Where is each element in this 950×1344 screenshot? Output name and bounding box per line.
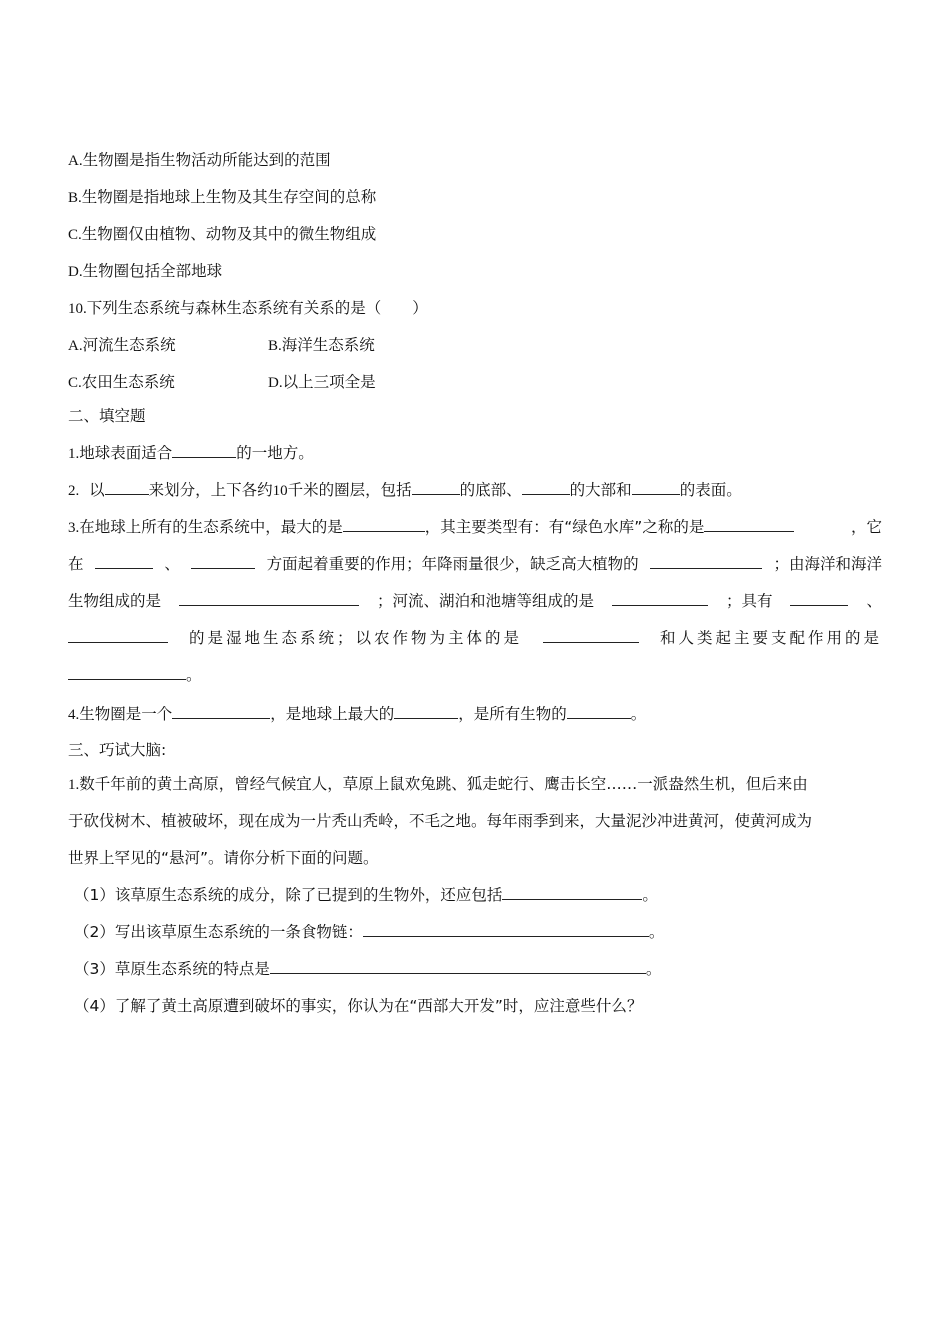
- answer-blank[interactable]: [567, 703, 631, 719]
- option-text: 农田生态系统: [81, 373, 175, 391]
- q10-option-c: [68, 373, 175, 391]
- s3-q1-sub3: [74, 958, 661, 980]
- text: ；河流、湖泊和池塘等组成的是: [376, 592, 594, 610]
- option-text: 生物圈包括全部地球: [82, 262, 223, 280]
- text: ，它: [850, 518, 882, 536]
- option-text: 生物圈仅由植物、动物及其中的微生物组成: [81, 225, 377, 243]
- section3-heading: 三、巧试大脑:: [68, 741, 167, 759]
- text: 以: [89, 481, 105, 499]
- s2-q1: [68, 442, 314, 465]
- option-label: C.: [68, 227, 82, 243]
- answer-blank[interactable]: [68, 627, 168, 643]
- text: 了解了黄土高原遭到破坏的事实，你认为在“西部大开发”时，应注意些什么？: [114, 997, 643, 1015]
- option-label: B.: [68, 190, 82, 206]
- text: ，其主要类型有：有“绿色水库”之称的是: [424, 518, 705, 536]
- option-label: A.: [68, 153, 83, 169]
- q10-options-row1: [68, 334, 468, 357]
- option-label: C.: [68, 375, 82, 391]
- answer-blank[interactable]: [191, 553, 255, 569]
- question-text: 下列生态系统与森林生态系统有关系的是（ ）: [86, 299, 428, 317]
- s2-q3-line4: [68, 627, 882, 649]
- s2-q3-line2: [68, 553, 882, 575]
- text: 。: [645, 960, 662, 978]
- text: 的大部和: [569, 481, 632, 499]
- s2-q2: [68, 479, 742, 502]
- option-text: 河流生态系统: [82, 336, 176, 354]
- text: 世界上罕见的“悬河”。请你分析下面的问题。: [68, 849, 379, 867]
- s3-q1-sub4: [74, 995, 642, 1017]
- option-text: 生物圈是指生物活动所能达到的范围: [82, 151, 331, 169]
- answer-blank[interactable]: [363, 921, 649, 937]
- question-number: 1.: [68, 446, 80, 462]
- sub-number: （1）: [74, 886, 115, 904]
- s2-q3-line5: [68, 664, 202, 686]
- text: 该草原生态系统的成分，除了已提到的生物外，还应包括: [114, 886, 503, 904]
- text: 数千年前的黄土高原，曾经气候宜人，草原上鼠欢兔跳、狐走蛇行、鹰击长空……一派盎然生机，但后来由: [79, 775, 808, 793]
- text: ，是所有生物的: [458, 705, 567, 723]
- option-label: D.: [268, 375, 283, 391]
- text: 和人类起主要支配作用的是: [659, 629, 882, 647]
- text: 的是湿地生态系统；以农作物为主体的是: [188, 629, 522, 647]
- s2-q4: [68, 703, 646, 726]
- text: 写出该草原生态系统的一条食物链：: [114, 923, 363, 941]
- sub-number: （4）: [74, 997, 115, 1015]
- q9-option-a: [68, 149, 331, 172]
- text: 。: [186, 666, 202, 684]
- sub-number: （3）: [74, 960, 115, 978]
- text: ；由海洋和海洋: [773, 555, 882, 573]
- answer-blank[interactable]: [343, 516, 425, 532]
- s3-q1-para2: [68, 810, 812, 832]
- q10-option-b: [268, 334, 375, 357]
- question-number: 2.: [68, 483, 80, 499]
- answer-blank[interactable]: [179, 590, 359, 606]
- option-label: B.: [268, 338, 282, 354]
- s3-q1-para1: [68, 773, 808, 796]
- text: 。: [642, 886, 658, 904]
- q10-option-a: [68, 336, 176, 354]
- question-number: 3.: [68, 520, 80, 536]
- q9-option-b: [68, 186, 376, 209]
- text: 。: [630, 705, 647, 723]
- answer-blank[interactable]: [68, 664, 186, 680]
- number: 10: [272, 483, 288, 499]
- section2-heading: 二、填空题: [68, 407, 146, 425]
- answer-blank[interactable]: [95, 553, 153, 569]
- answer-blank[interactable]: [105, 479, 149, 495]
- q9-option-d: [68, 260, 222, 283]
- answer-blank[interactable]: [650, 553, 762, 569]
- text: ，是地球上最大的: [270, 705, 395, 723]
- q9-option-c: [68, 223, 376, 246]
- text: 在地球上所有的生态系统中，最大的是: [79, 518, 343, 536]
- text: 千米的圈层，包括: [287, 481, 412, 499]
- q10-options-row2: [68, 371, 468, 394]
- q10-option-d: [268, 371, 376, 394]
- text: 方面起着重要的作用；年降雨量很少，缺乏高大植物的: [266, 555, 639, 573]
- answer-blank[interactable]: [502, 884, 642, 900]
- text: 来划分，上下各约: [148, 481, 273, 499]
- s2-q3-line1: [68, 516, 882, 539]
- text: 生物组成的是: [68, 592, 162, 610]
- answer-blank[interactable]: [412, 479, 460, 495]
- s3-q1-sub1: [74, 884, 658, 906]
- text: 的底部、: [459, 481, 522, 499]
- answer-blank[interactable]: [270, 958, 646, 974]
- answer-blank[interactable]: [172, 703, 270, 719]
- answer-blank[interactable]: [612, 590, 708, 606]
- text: 的表面。: [679, 481, 742, 499]
- q10-stem: [68, 297, 428, 320]
- answer-blank[interactable]: [543, 627, 639, 643]
- question-number: 10.: [68, 301, 87, 317]
- answer-blank[interactable]: [790, 590, 848, 606]
- answer-blank[interactable]: [394, 703, 458, 719]
- option-text: 以上三项全是: [282, 373, 376, 391]
- question-number: 1.: [68, 777, 80, 793]
- text: 生物圈是一个: [79, 705, 173, 723]
- answer-blank[interactable]: [704, 516, 794, 532]
- question-number: 4.: [68, 707, 80, 723]
- answer-blank[interactable]: [172, 442, 236, 458]
- answer-blank[interactable]: [632, 479, 680, 495]
- text: 地球表面适合: [79, 444, 173, 462]
- option-text: 海洋生态系统: [281, 336, 375, 354]
- option-text: 生物圈是指地球上生物及其生存空间的总称: [81, 188, 377, 206]
- text: 草原生态系统的特点是: [114, 960, 270, 978]
- option-label: D.: [68, 264, 83, 280]
- s3-q1-sub2: [74, 921, 664, 943]
- text: ；具有: [725, 592, 773, 610]
- text: 、: [164, 555, 180, 573]
- answer-blank[interactable]: [522, 479, 570, 495]
- text: 的一地方。: [236, 444, 314, 462]
- s3-q1-para3: [68, 847, 379, 869]
- text: 在: [68, 555, 84, 573]
- s2-q3-line3: [68, 590, 882, 612]
- sub-number: （2）: [74, 923, 115, 941]
- option-label: A.: [68, 338, 83, 354]
- text: 于砍伐树木、植被破坏，现在成为一片秃山秃岭，不毛之地。每年雨季到来，大量泥沙冲进黄河，使黄河成为: [68, 812, 813, 830]
- text: 。: [648, 923, 665, 941]
- text: 、: [866, 592, 882, 610]
